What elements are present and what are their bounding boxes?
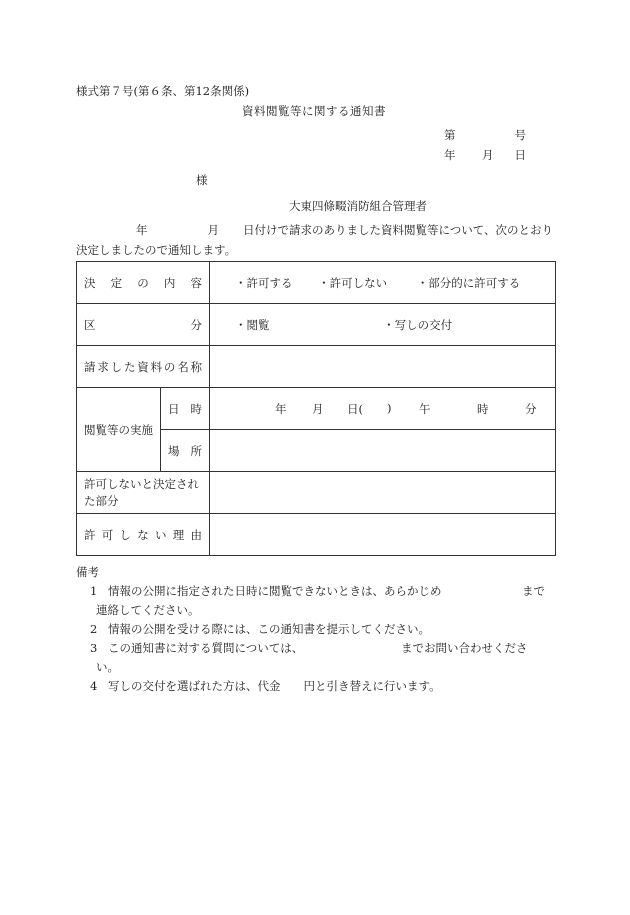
place-value[interactable] [210,430,556,472]
material-value[interactable] [210,346,556,388]
dt-hour: 時 [477,401,489,416]
datetime-label-char: 日 [168,401,180,416]
place-label [161,430,210,472]
addressee: 様 [196,173,208,187]
material-label-char: 資 [137,359,149,374]
note-line2: い。 [96,660,119,674]
decision-label [77,262,210,304]
option-deny[interactable]: ・許可しない [318,275,388,290]
note-number: 1 [90,584,98,598]
option-copy[interactable]: ・写しの交付 [383,317,453,332]
intro-year: 年 [136,223,148,237]
date-month: 月 [482,148,494,162]
denied-reason-label-char: 可 [101,527,114,542]
denied-reason-label-char: な [137,527,149,542]
option-view[interactable]: ・閲覧 [235,317,270,332]
option-partial[interactable]: ・部分的に許可する [416,275,521,290]
material-label-char: 請 [84,359,96,374]
issuer-name: 大東四條畷消防組合管理者 [289,199,427,213]
intro-paragraph [76,220,556,260]
decision-options [210,262,556,304]
intro-text: 日付けで請求のありました資料閲覧等について、次のとおり決定しましたので通知します。 [76,223,554,257]
note-number: 2 [90,622,98,636]
dt-minute: 分 [525,401,537,416]
type-options [210,304,556,346]
denied-reason-value[interactable] [210,514,556,556]
note-item [90,639,552,677]
denied-reason-label-char: 由 [190,527,202,542]
material-label-char: し [110,359,123,374]
denied-reason-label [77,514,210,556]
material-label-char: 求 [97,359,109,374]
note-line2: 連絡してください。 [96,603,200,617]
dt-year: 年 [275,401,287,416]
document-title: 資料閲覧等に関する通知書 [242,104,386,118]
decision-label-char: 容 [190,275,202,290]
dt-month: 月 [312,401,324,416]
type-label-right: 分 [190,317,202,332]
ref-no-prefix: 第 [444,128,456,142]
notes-title: 備考 [76,565,99,579]
note-item [90,582,552,620]
denied-reason-label-char: し [119,527,131,542]
reference-number [444,127,526,143]
material-label-char: 名 [177,359,189,374]
decision-label-char: 内 [163,275,176,290]
date-year: 年 [444,148,456,162]
note-number: 3 [90,641,98,655]
material-label-char: た [123,359,136,374]
datetime-row [77,388,556,430]
schedule-label: 閲覧等の実施 [77,388,161,472]
datetime-value[interactable] [210,388,556,430]
decision-label-char: の [137,275,149,290]
denied-reason-row [77,514,556,556]
place-label-char: 所 [190,443,202,458]
option-permit[interactable]: ・許可する [235,275,293,290]
denied-reason-label-char: 許 [84,527,96,542]
ref-no-suffix: 号 [514,128,526,142]
note-line1: 写しの交付を選ばれた方は、代金 円と引き替えに行います。 [108,679,441,693]
decision-label-char: 決 [84,275,96,290]
note-item [90,620,552,639]
intro-month: 月 [207,223,219,237]
material-row [77,346,556,388]
decision-label-char: 定 [110,275,123,290]
material-label [77,346,210,388]
denied-reason-label-char: い [155,527,167,542]
denied-part-label: 許可しないと決定された部分 [77,472,210,514]
issue-date [444,147,526,163]
material-label-char: 称 [190,359,202,374]
note-item [90,677,552,696]
type-label [77,304,210,346]
note-number: 4 [90,679,98,693]
note-line1: この通知書に対する質問については、 までお問い合わせくださ [108,641,528,655]
dt-ampm: 午 [419,401,431,416]
date-day: 日 [514,148,526,162]
datetime-label [161,388,210,430]
place-label-char: 場 [168,443,180,458]
material-label-char: の [163,359,176,374]
denied-part-row [77,472,556,514]
decision-row [77,262,556,304]
type-label-left: 区 [84,317,96,332]
note-line1: 情報の公開に指定された日時に閲覧できないときは、あらかじめ まで [108,584,545,598]
type-row [77,304,556,346]
material-label-char: 料 [150,359,163,374]
form-number-label: 様式第７号(第６条、第12条関係) [76,84,250,98]
dt-paren-close: ) [387,400,392,415]
note-line1: 情報の公開を受ける際には、この通知書を提示してください。 [108,622,430,636]
dt-day: 日( [347,401,363,416]
datetime-label-char: 時 [190,401,202,416]
denied-part-value[interactable] [210,472,556,514]
denied-reason-label-char: 理 [172,527,185,542]
decision-table [76,261,556,556]
